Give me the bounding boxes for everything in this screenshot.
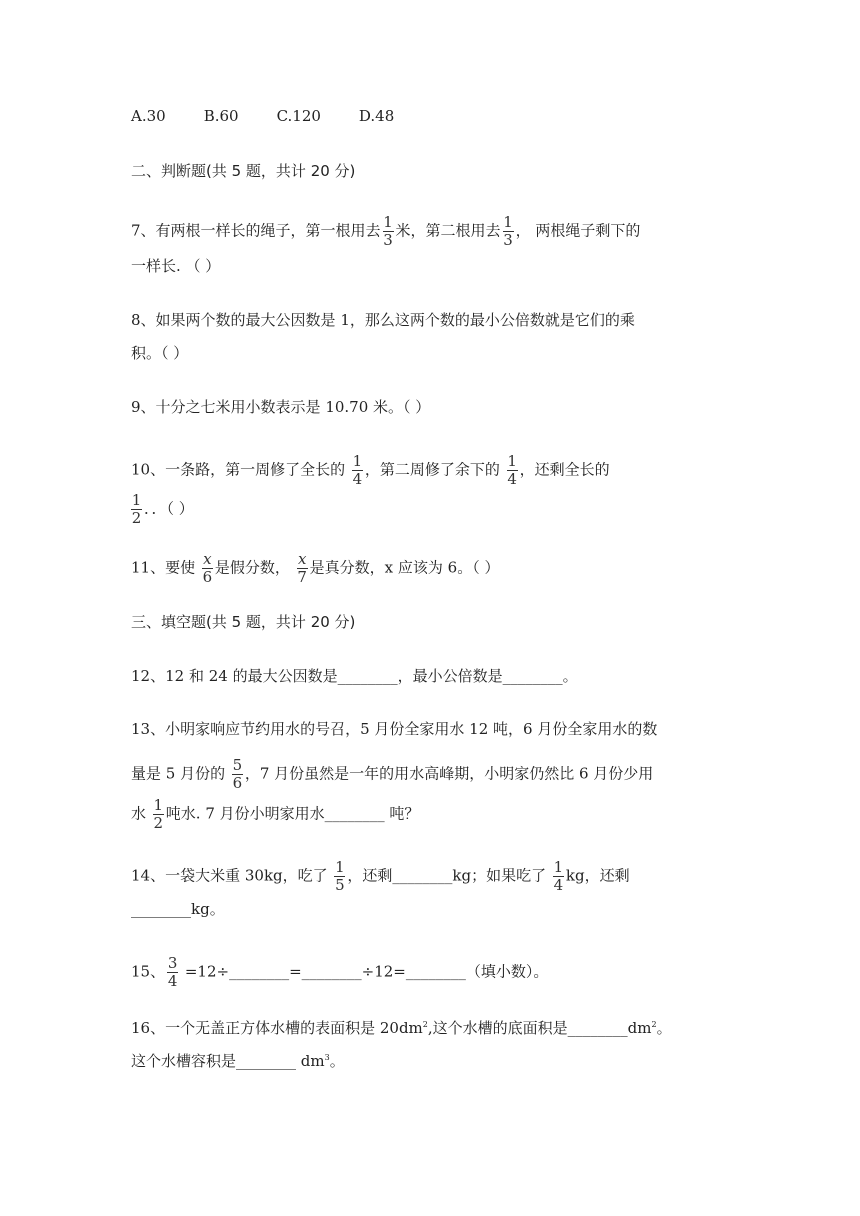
question-13-line-2 (131, 758, 653, 791)
text: 。 (329, 1052, 345, 1070)
fraction: $\frac{1}{3}$ (503, 213, 513, 249)
question-13-line-1: 13、小明家响应节约用水的号召，5 月份全家用水 12 吨，6 月份全家用水的数 (131, 720, 658, 738)
text: 15、 (131, 962, 166, 981)
text: 是真分数，x 应该为 6。（ ） (309, 558, 500, 577)
question-8-line-1: 8、如果两个数的最大公因数是 1，那么这两个数的最小公倍数就是它们的乘 (131, 311, 635, 329)
text: ,这个水槽的底面积是________dm (427, 1019, 652, 1037)
section-heading-judgement: 二、判断题(共 5 题，共计 20 分) (131, 162, 356, 180)
question-11 (131, 552, 499, 585)
question-13-line-3 (131, 798, 419, 831)
text: 水 (131, 804, 147, 823)
question-9: 9、十分之七米用小数表示是 10.70 米。（ ） (131, 398, 431, 416)
question-7-line-2: 一样长. （ ） (131, 257, 221, 275)
text: ， 两根绳子剩下的 (515, 221, 641, 240)
question-10-line-2 (131, 493, 194, 526)
question-16-line-2 (131, 1048, 345, 1071)
text: 7、有两根一样长的绳子，第一根用去 (131, 221, 381, 240)
question-16-line-1 (131, 1015, 672, 1038)
superscript: 3 (324, 1053, 330, 1062)
superscript: 2 (422, 1020, 428, 1029)
text: 量是 5 月份的 (131, 764, 226, 783)
text: ，第二周修了余下的 (364, 460, 500, 479)
fraction: $\frac{x}{6}$ (202, 550, 213, 586)
fraction: $\frac{3}{4}$ (167, 954, 178, 990)
text: 10、一条路，第一周修了全长的 (131, 460, 346, 479)
section-heading-fill: 三、填空题(共 5 题，共计 20 分) (131, 613, 356, 631)
question-12: 12、12 和 24 的最大公因数是________，最小公倍数是________。 (131, 667, 578, 685)
option-c: C.120 (276, 107, 321, 125)
text: ，还剩全长的 (519, 460, 610, 479)
option-d: D.48 (358, 107, 395, 125)
text: 吨水. 7 月份小明家用水________ 吨？ (165, 804, 420, 823)
question-14-line-1 (131, 860, 630, 893)
fraction: $\frac{1}{3}$ (383, 213, 393, 249)
fraction: $\frac{x}{7}$ (297, 550, 307, 586)
text: ，7 月份虽然是一年的用水高峰期，小明家仍然比 6 月份少用 (244, 764, 654, 783)
text: kg，还剩 (565, 866, 630, 885)
fraction: $\frac{1}{4}$ (507, 452, 517, 488)
fraction: $\frac{1}{2}$ (153, 796, 164, 832)
text: 16、一个无盖正方体水槽的表面积是 20dm (131, 1019, 423, 1037)
text: 是假分数， (214, 558, 290, 577)
fraction: $\frac{1}{4}$ (352, 452, 363, 488)
text: ．．（ ） (144, 499, 194, 518)
option-a: A.30 (131, 107, 166, 125)
fraction: $\frac{1}{2}$ (131, 491, 142, 527)
question-10-line-1 (131, 454, 610, 487)
question-8-line-2: 积。（ ） (131, 344, 189, 362)
text: 这个水槽容积是________ dm (131, 1052, 325, 1070)
text: 米，第二根用去 (395, 221, 501, 240)
superscript: 2 (651, 1020, 657, 1029)
fraction: $\frac{1}{4}$ (553, 858, 564, 894)
fraction: $\frac{1}{5}$ (335, 858, 345, 894)
question-14-line-2: ________kg。 (131, 900, 225, 918)
text: ，还剩________kg；如果吃了 (347, 866, 547, 885)
text: 11、要使 (131, 558, 196, 577)
question-7-line-1 (131, 215, 640, 248)
text: 。 (656, 1019, 672, 1037)
question-15 (131, 956, 548, 989)
text: =12÷________=________÷12=________（填小数）。 (180, 962, 549, 981)
options-row (131, 106, 432, 126)
option-b: B.60 (203, 107, 239, 125)
fraction: $\frac{5}{6}$ (232, 756, 243, 792)
text: 14、一袋大米重 30kg，吃了 (131, 866, 328, 885)
